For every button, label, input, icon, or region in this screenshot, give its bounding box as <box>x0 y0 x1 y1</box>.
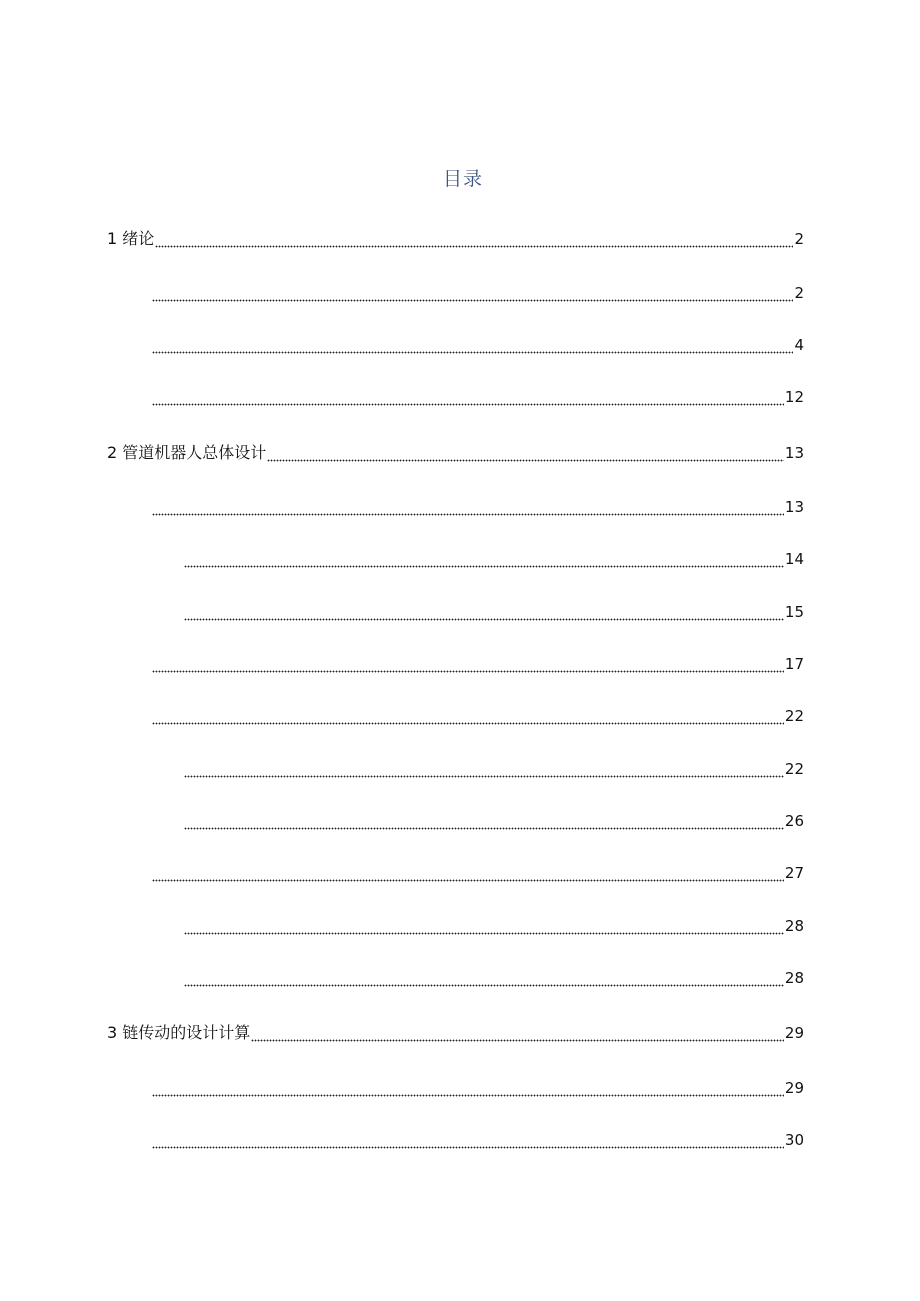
dot-leader <box>152 706 784 726</box>
toc-entry[interactable] <box>183 964 804 988</box>
dot-leader <box>184 916 784 936</box>
toc-page-number: 29 <box>784 1079 804 1097</box>
toc-entry[interactable] <box>107 1019 804 1043</box>
toc-entry[interactable] <box>151 859 804 883</box>
dot-leader <box>152 1130 784 1150</box>
toc-page-number: 4 <box>794 336 804 354</box>
dot-leader <box>155 229 793 249</box>
toc-entry[interactable] <box>183 912 804 936</box>
toc-page-number: 14 <box>784 550 804 568</box>
toc-entry[interactable] <box>151 331 804 355</box>
toc-page-number: 26 <box>784 812 804 830</box>
dot-leader <box>152 863 784 883</box>
toc-page-number: 13 <box>784 498 804 516</box>
dot-leader <box>184 602 784 622</box>
dot-leader <box>184 549 784 569</box>
toc-page-number: 22 <box>784 707 804 725</box>
toc-entry-label: 1 绪论 <box>107 229 155 248</box>
toc-entry[interactable] <box>151 1074 804 1098</box>
toc-entry[interactable] <box>151 650 804 674</box>
dot-leader <box>152 497 784 517</box>
toc-page-number: 2 <box>794 284 804 302</box>
toc-page-number: 17 <box>784 655 804 673</box>
toc-page-number: 27 <box>784 864 804 882</box>
toc-page-number: 2 <box>794 230 804 248</box>
toc-entry-label: 2 管道机器人总体设计 <box>107 443 267 462</box>
toc-page-number: 30 <box>784 1131 804 1149</box>
toc-entry[interactable] <box>151 279 804 303</box>
dot-leader <box>184 759 784 779</box>
dot-leader <box>152 335 793 355</box>
toc-page-number: 15 <box>784 603 804 621</box>
toc-page-number: 28 <box>784 917 804 935</box>
dot-leader <box>251 1023 784 1043</box>
toc-entry[interactable] <box>151 383 804 407</box>
toc-entry[interactable] <box>183 598 804 622</box>
toc-page-number: 13 <box>784 444 804 462</box>
toc-page-number: 22 <box>784 760 804 778</box>
toc-entry[interactable] <box>183 545 804 569</box>
dot-leader <box>184 968 784 988</box>
toc-page-number: 29 <box>784 1024 804 1042</box>
dot-leader <box>152 1078 784 1098</box>
dot-leader <box>267 443 784 463</box>
toc-entry[interactable] <box>107 225 804 249</box>
toc-entry[interactable] <box>183 807 804 831</box>
toc-entry[interactable] <box>151 702 804 726</box>
toc-entry[interactable] <box>183 755 804 779</box>
dot-leader <box>152 283 793 303</box>
toc-title: 目录 <box>442 168 483 190</box>
toc-entry[interactable] <box>107 439 804 463</box>
dot-leader <box>152 387 784 407</box>
dot-leader <box>152 654 784 674</box>
dot-leader <box>184 811 784 831</box>
toc-entry[interactable] <box>151 493 804 517</box>
toc-entry[interactable] <box>151 1126 804 1150</box>
toc-entry-label: 3 链传动的设计计算 <box>107 1023 251 1042</box>
toc-page-number: 28 <box>784 969 804 987</box>
toc-page-number: 12 <box>784 388 804 406</box>
